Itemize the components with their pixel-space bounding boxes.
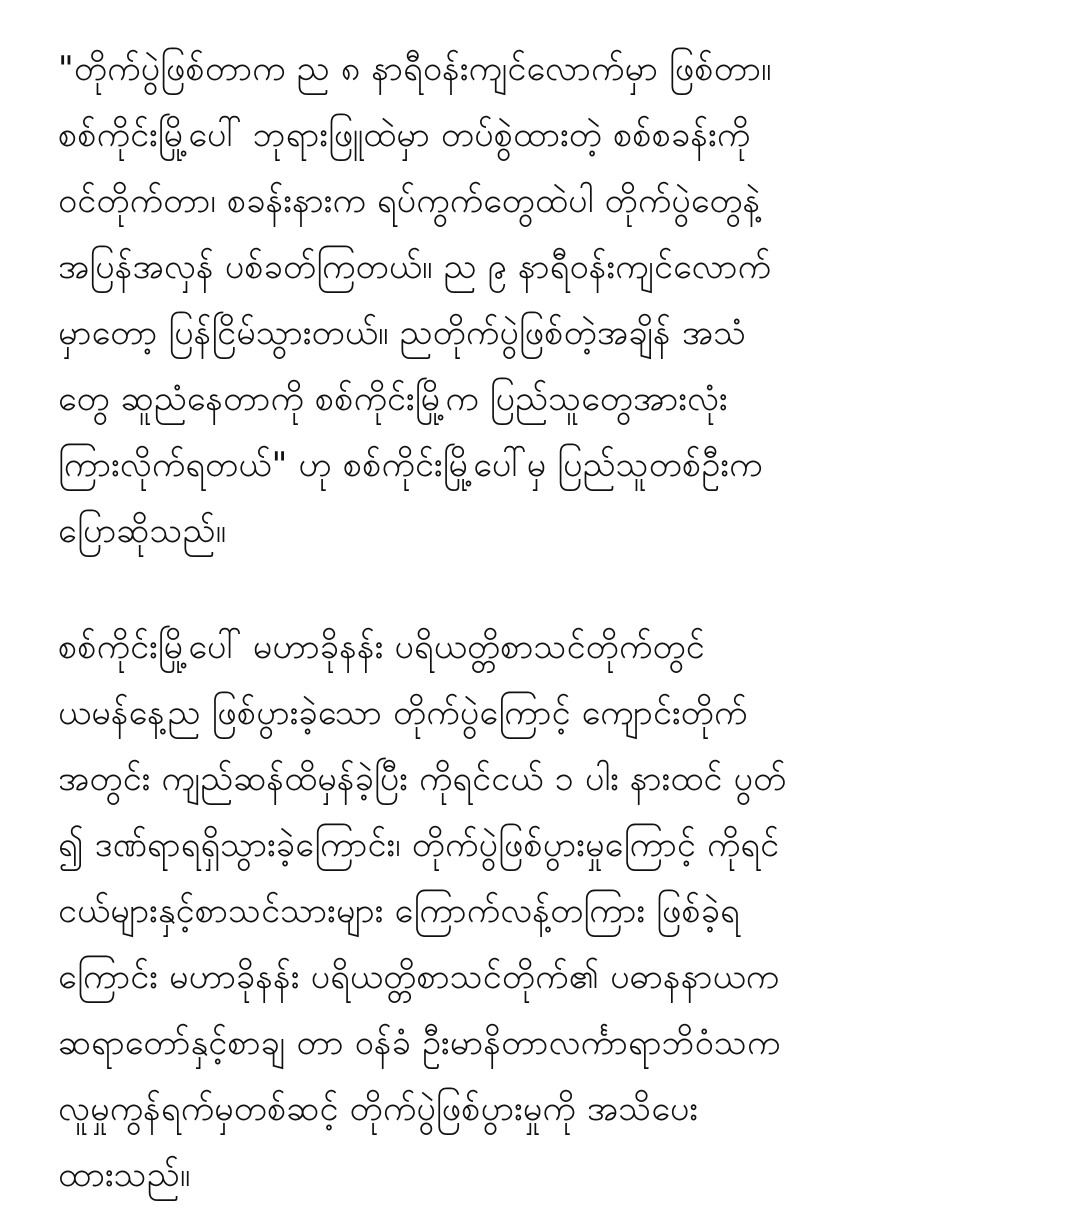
paragraph-1-line-2: စစ်ကိုင်းမြို့ပေါ် ဘုရားဖြူထဲမှာ တပ်စွဲထားတဲ့ စစ်စခန်းကို bbox=[58, 115, 751, 155]
paragraph-2-line-8: လူမှုကွန်ရက်မှတစ်ဆင့် တိုက်ပွဲဖြစ်ပွားမှုကို အသိပေး bbox=[58, 1089, 699, 1129]
paragraph-2-line-9: ထားသည်။ bbox=[58, 1155, 191, 1195]
paragraph-1 bbox=[58, 36, 1038, 564]
paragraph-2-line-2: ယမန်နေ့ည ဖြစ်ပွားခဲ့သော တိုက်ပွဲကြောင့် ကျောင်းတိုက် bbox=[58, 693, 748, 733]
paragraph-1-line-8: ပြောဆိုသည်။ bbox=[58, 511, 227, 551]
paragraph-2-line-5: ငယ်များနှင့်စာသင်သားများ ကြောက်လန့်တကြား ဖြစ်ခဲ့ရ bbox=[58, 891, 740, 931]
paragraph-2-line-6: ကြောင်း မဟာခိုနန်း ပရိယတ္တိစာသင်တိုက်၏ ပဓာနနာယက bbox=[58, 957, 780, 997]
paragraph-1-line-4: အပြန်အလှန် ပစ်ခတ်ကြတယ်။ ည ၉ နာရီဝန်းကျင်လောက် bbox=[58, 247, 772, 287]
paragraph-1-line-3: ဝင်တိုက်တာ၊ စခန်းနားက ရပ်ကွက်တွေထဲပါ တိုက်ပွဲတွေနဲ့ bbox=[58, 181, 761, 221]
paragraph-2-line-7: ဆရာတော်နှင့်စာချ တာ ဝန်ခံ ဦးမာနိတာလင်္ကာရာဘိဝံသက bbox=[58, 1023, 781, 1063]
paragraph-1-line-5: မှာတော့ ပြန်ငြိမ်သွားတယ်။ ညတိုက်ပွဲဖြစ်တဲ့အချိန် အသံ bbox=[58, 313, 747, 353]
paragraph-2-line-4: ၍ ဒဏ်ရာရရှိသွားခဲ့ကြောင်း၊ တိုက်ပွဲဖြစ်ပွားမှုကြောင့် ကိုရင် bbox=[58, 825, 780, 865]
paragraph-2 bbox=[58, 614, 1038, 1208]
paragraph-2-line-3: အတွင်း ကျည်ဆန်ထိမှန်ခဲ့ပြီး ကိုရင်ငယ် ၁ ပါး နားထင် ပွတ် bbox=[58, 759, 787, 799]
paragraph-1-line-1: "တိုက်ပွဲဖြစ်တာက ည ၈ နာရီဝန်းကျင်လောက်မှာ ဖြစ်တာ။ bbox=[58, 49, 772, 89]
paragraph-2-line-1: စစ်ကိုင်းမြို့ပေါ် မဟာခိုနန်း ပရိယတ္တိစာသင်တိုက်တွင် bbox=[58, 627, 705, 667]
paragraph-1-line-6: တွေ ဆူညံနေတာကို စစ်ကိုင်းမြို့က ပြည်သူတွေအားလုံး bbox=[58, 379, 728, 419]
paragraph-1-line-7: ကြားလိုက်ရတယ်" ဟု စစ်ကိုင်းမြို့ပေါ်မှ ပြည်သူတစ်ဦးက bbox=[58, 445, 763, 485]
